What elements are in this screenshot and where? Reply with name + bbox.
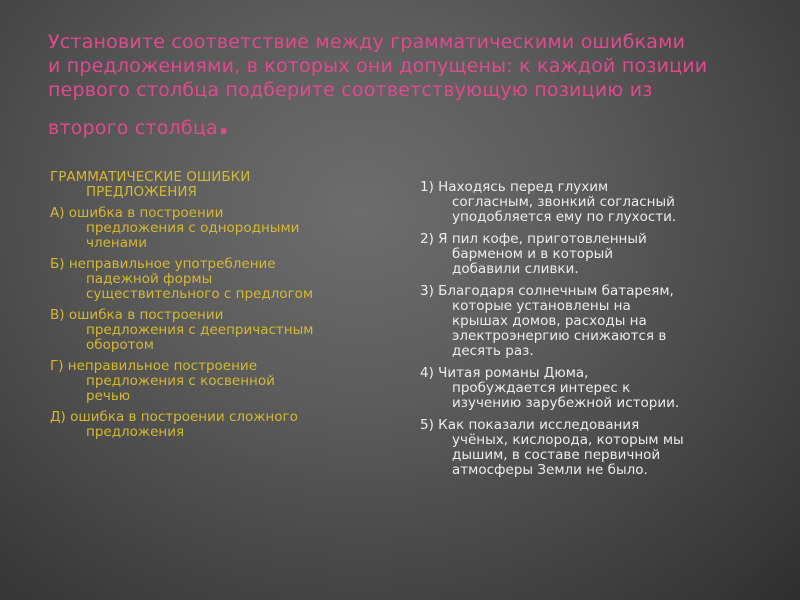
item-line: 3) Благодаря солнечным батареям, <box>420 283 674 299</box>
slide-title <box>48 30 768 140</box>
heading-line: ГРАММАТИЧЕСКИЕ ОШИБКИ <box>50 169 251 185</box>
item-line: уподобляется ему по глухости. <box>452 209 677 225</box>
errors-column-heading <box>50 170 395 200</box>
item-line: оборотом <box>86 337 154 353</box>
title-line: и предложениями, в которых они допущены: к каждой позиции <box>48 55 708 77</box>
item-line: дышим, в составе первичной <box>452 447 661 463</box>
item-line: 4) Читая романы Дюма, <box>420 365 589 381</box>
item-line: изучению зарубежной истории. <box>452 395 680 411</box>
item-line: В) ошибка в построении <box>50 307 224 323</box>
item-line: Б) неправильное употребление <box>50 256 276 272</box>
title-line-text: второго столбца <box>48 117 218 139</box>
item-line: Д) ошибка в построении сложного <box>50 409 298 425</box>
item-line: барменом и в который <box>452 246 614 262</box>
sentence-item-2 <box>420 232 790 277</box>
item-line: добавили сливки. <box>452 261 579 277</box>
error-item-v <box>50 308 395 353</box>
item-line: крышах домов, расходы на <box>452 313 647 329</box>
title-line <box>48 107 768 142</box>
item-line: 5) Как показали исследования <box>420 417 640 433</box>
sentence-item-3 <box>420 284 790 359</box>
item-line: предложения с однородными <box>86 220 300 236</box>
item-line: согласным, звонкий согласный <box>452 194 675 210</box>
error-item-g <box>50 359 395 404</box>
item-line: 1) Находясь перед глухим <box>420 179 609 195</box>
item-line: членами <box>86 235 147 251</box>
item-line: атмосферы Земли не было. <box>452 462 648 478</box>
item-line: падежной формы <box>86 271 213 287</box>
item-line: предложения с косвенной <box>86 373 275 389</box>
sentences-column <box>420 180 790 485</box>
sentence-item-1 <box>420 180 790 225</box>
item-line: 2) Я пил кофе, приготовленный <box>420 231 647 247</box>
sentence-item-4 <box>420 366 790 411</box>
item-line: речью <box>86 388 131 404</box>
item-line: учёных, кислорода, которым мы <box>452 432 684 448</box>
item-line: предложения <box>86 424 185 440</box>
item-line: Г) неправильное построение <box>50 358 258 374</box>
title-line: первого столбца подберите соответствующую позицию из <box>48 79 653 101</box>
heading-line: ПРЕДЛОЖЕНИЯ <box>86 184 197 200</box>
sentence-item-5 <box>420 418 790 478</box>
error-item-d <box>50 410 395 440</box>
item-line: пробуждается интерес к <box>452 380 631 396</box>
errors-column <box>50 170 395 446</box>
item-line: А) ошибка в построении <box>50 205 224 221</box>
item-line: электроэнергию снижаются в <box>452 328 667 344</box>
error-item-a <box>50 206 395 251</box>
error-item-b <box>50 257 395 302</box>
title-final-mark: . <box>217 107 230 142</box>
title-line: Установите соответствие между грамматическими ошибками <box>48 31 686 53</box>
item-line: десять раз. <box>452 343 534 359</box>
item-line: предложения с деепричастным <box>86 322 314 338</box>
item-line: существительного с предлогом <box>86 286 314 302</box>
item-line: которые установлены на <box>452 298 631 314</box>
